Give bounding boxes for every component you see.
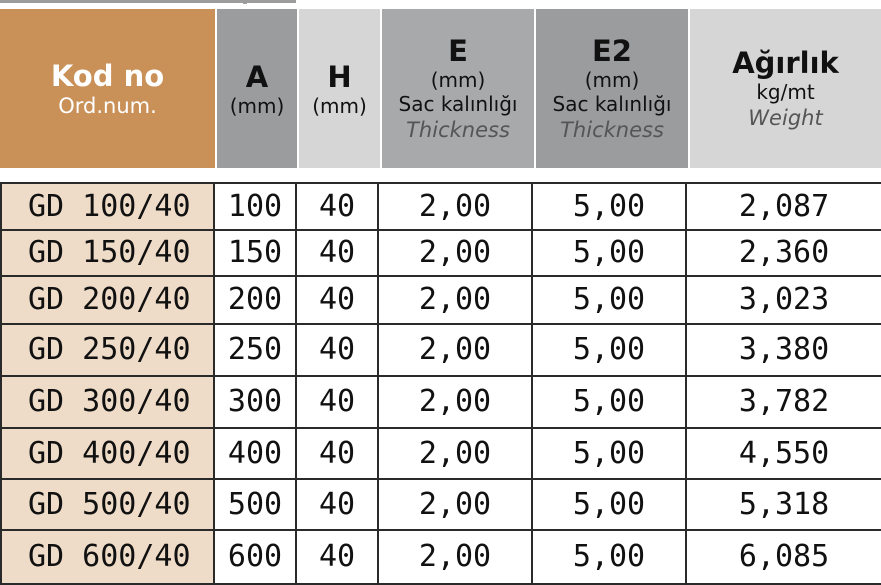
e-cell: 2,00 xyxy=(378,230,532,276)
weight-cell: 4,550 xyxy=(686,428,881,479)
e-cell: 2,00 xyxy=(378,428,532,479)
e-cell: 2,00 xyxy=(378,324,532,376)
h-cell: 40 xyxy=(296,324,378,376)
code-cell: GD 200/40 xyxy=(1,276,214,324)
e-cell: 2,00 xyxy=(378,530,532,584)
a-cell: 150 xyxy=(214,230,296,276)
a-cell: 500 xyxy=(214,479,296,530)
header-e2-title: E2 xyxy=(592,33,632,68)
header-e-unit: (mm) xyxy=(430,67,486,92)
header-e-label: Sac kalınlığı xyxy=(398,91,518,116)
h-cell: 40 xyxy=(296,428,378,479)
e2-cell: 5,00 xyxy=(532,479,686,530)
header-a-title: A xyxy=(245,59,269,94)
table-row xyxy=(1,428,881,479)
header-e-title: E xyxy=(448,33,468,68)
code-cell: GD 500/40 xyxy=(1,479,214,530)
table-row xyxy=(1,479,881,530)
header-code-subtitle: Ord.num. xyxy=(58,93,157,118)
code-cell: GD 250/40 xyxy=(1,324,214,376)
e-cell: 2,00 xyxy=(378,376,532,428)
weight-cell: 2,360 xyxy=(686,230,881,276)
code-cell: GD 100/40 xyxy=(1,183,214,230)
e2-cell: 5,00 xyxy=(532,183,686,230)
a-cell: 200 xyxy=(214,276,296,324)
e2-cell: 5,00 xyxy=(532,230,686,276)
top-rule xyxy=(0,0,296,3)
table-row xyxy=(1,183,881,230)
e2-cell: 5,00 xyxy=(532,530,686,584)
h-cell: 40 xyxy=(296,276,378,324)
header-e2-label-en: Thickness xyxy=(560,117,664,142)
weight-cell: 2,087 xyxy=(686,183,881,230)
header-e2-unit: (mm) xyxy=(584,67,640,92)
e-cell: 2,00 xyxy=(378,183,532,230)
h-cell: 40 xyxy=(296,530,378,584)
e-cell: 2,00 xyxy=(378,276,532,324)
header-weight-title: Ağırlık xyxy=(732,45,839,80)
header-a xyxy=(217,9,297,168)
header-h-unit: (mm) xyxy=(312,93,367,118)
header-code xyxy=(0,9,215,168)
table-row xyxy=(1,530,881,584)
a-cell: 300 xyxy=(214,376,296,428)
header-h xyxy=(299,9,380,168)
header-weight xyxy=(690,9,881,168)
a-cell: 100 xyxy=(214,183,296,230)
header-e-label-en: Thickness xyxy=(406,117,510,142)
table-row xyxy=(1,376,881,428)
table-row xyxy=(1,276,881,324)
a-cell: 250 xyxy=(214,324,296,376)
header-a-unit: (mm) xyxy=(229,93,285,118)
table-row xyxy=(1,230,881,276)
weight-cell: 3,782 xyxy=(686,376,881,428)
header-code-title: Kod no xyxy=(50,58,165,93)
data-table xyxy=(0,182,881,585)
h-cell: 40 xyxy=(296,376,378,428)
header-e2 xyxy=(536,9,688,168)
code-cell: GD 600/40 xyxy=(1,530,214,584)
e2-cell: 5,00 xyxy=(532,376,686,428)
code-cell: GD 300/40 xyxy=(1,376,214,428)
h-cell: 40 xyxy=(296,183,378,230)
code-cell: GD 150/40 xyxy=(1,230,214,276)
header-e xyxy=(382,9,534,168)
top-rule-tick xyxy=(243,0,247,4)
weight-cell: 3,023 xyxy=(686,276,881,324)
weight-cell: 3,380 xyxy=(686,324,881,376)
e2-cell: 5,00 xyxy=(532,324,686,376)
e2-cell: 5,00 xyxy=(532,276,686,324)
a-cell: 600 xyxy=(214,530,296,584)
header-weight-label-en: Weight xyxy=(748,105,823,130)
table-row xyxy=(1,324,881,376)
weight-cell: 5,318 xyxy=(686,479,881,530)
header-weight-unit: kg/mt xyxy=(756,79,815,104)
header-e2-label: Sac kalınlığı xyxy=(552,91,672,116)
a-cell: 400 xyxy=(214,428,296,479)
e-cell: 2,00 xyxy=(378,479,532,530)
h-cell: 40 xyxy=(296,230,378,276)
h-cell: 40 xyxy=(296,479,378,530)
weight-cell: 6,085 xyxy=(686,530,881,584)
code-cell: GD 400/40 xyxy=(1,428,214,479)
header-h-title: H xyxy=(327,59,352,94)
e2-cell: 5,00 xyxy=(532,428,686,479)
